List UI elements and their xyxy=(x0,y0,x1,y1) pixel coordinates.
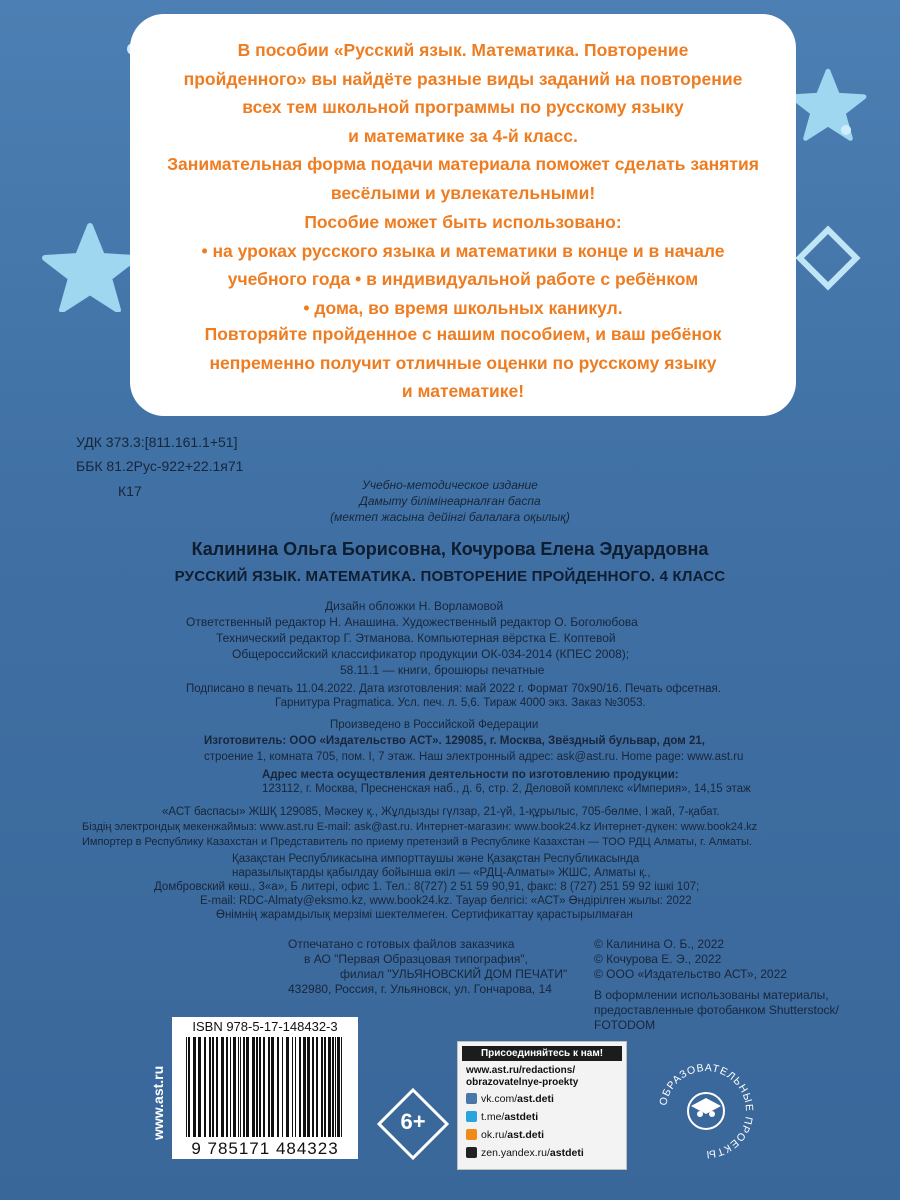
kz-line: Біздің электрондық мекенжаймыз: www.ast.ru E-mail: ask@ast.ru. Интернет-магазин: www.book24.kz Интернет-дүкен: www.book24.kz xyxy=(82,821,758,833)
age-rating-label: 6+ xyxy=(400,1109,426,1134)
manufacturer-line: Изготовитель: ООО «Издательство АСТ». 129085, г. Москва, Звёздный бульвар, дом 21, xyxy=(204,735,705,747)
barcode-bar xyxy=(295,1037,296,1137)
barcode-bar xyxy=(193,1037,196,1137)
social-handle: astdeti xyxy=(504,1111,539,1123)
svg-text:ОБРАЗОВАТЕЛЬНЫЕ ПРОЕКТЫ: ОБРАЗОВАТЕЛЬНЫЕ ПРОЕКТЫ xyxy=(657,1061,756,1161)
udk-code: УДК 373.3:[811.161.1+51] xyxy=(76,434,238,450)
production-address-label: Адрес места осуществления деятельности по изготовлению продукции: xyxy=(262,769,679,781)
barcode-bar xyxy=(277,1037,279,1137)
barcode-bar xyxy=(233,1037,236,1137)
promo-line: Пособие может быть использовано: xyxy=(304,212,622,232)
credit-line: Общероссийский классификатор продукции ОК-034-2014 (КПЕС 2008); xyxy=(232,647,630,661)
book-title: РУССКИЙ ЯЗЫК. МАТЕМАТИКА. ПОВТОРЕНИЕ ПРОЙДЕННОГО. 4 КЛАСС xyxy=(174,568,726,585)
barcode-bar xyxy=(252,1037,255,1137)
credit-line: 58.11.1 — книги, брошюры печатные xyxy=(340,663,545,677)
credit-line: Дизайн обложки Н. Ворламовой xyxy=(325,599,504,613)
barcode-bar xyxy=(188,1037,190,1137)
barcode-bar xyxy=(337,1037,340,1137)
credit-line: Технический редактор Г. Этманова. Компьютерная вёрстка Е. Коптевой xyxy=(216,631,616,645)
social-row-zen[interactable] xyxy=(466,1147,584,1159)
barcode-bar xyxy=(312,1037,314,1137)
barcode-bars xyxy=(186,1037,346,1137)
promo-line: Повторяйте пройденное с нашим пособием, и ваш ребёнок xyxy=(204,324,722,344)
star-decoration-right xyxy=(788,64,868,144)
social-handle: ast.deti xyxy=(517,1093,554,1105)
copyright-line: © Калинина О. Б., 2022 xyxy=(594,937,725,951)
barcode-bar xyxy=(307,1037,310,1137)
barcode-bar xyxy=(212,1037,214,1137)
educational-projects-logo xyxy=(651,1056,761,1166)
promo-paragraph-call xyxy=(130,320,796,406)
credit-line: Ответственный редактор Н. Анашина. Художественный редактор О. Боголюбова xyxy=(186,615,638,629)
social-prefix: zen.yandex.ru/ xyxy=(481,1147,550,1159)
isbn-label: ISBN 978-5-17-148432-3 xyxy=(192,1019,338,1034)
kz-line: «АСТ баспасы» ЖШҚ 129085, Мәскеу қ., Жұлдызды гүлзар, 21-үй, 1-құрылыс, 705-бөлме, I жай, 7-қабат. xyxy=(162,806,720,818)
barcode-bar xyxy=(230,1037,231,1137)
printer-line: в АО "Первая Образцовая типография", xyxy=(304,952,528,966)
barcode-bar xyxy=(341,1037,342,1137)
barcode-bar xyxy=(256,1037,258,1137)
copyright-line: © Кочурова Е. Э., 2022 xyxy=(594,952,722,966)
social-prefix: vk.com/ xyxy=(481,1093,518,1105)
edition-type: Учебно-методическое издание xyxy=(362,478,538,492)
social-row-vk[interactable] xyxy=(466,1093,554,1105)
redactions-url-line: obrazovatelnye-proekty xyxy=(466,1077,579,1088)
barcode-bar xyxy=(292,1037,293,1137)
zen-icon xyxy=(466,1147,477,1158)
barcode-bar xyxy=(263,1037,265,1137)
promo-line: Занимательная форма подачи материала поможет сделать занятия xyxy=(167,154,759,175)
production-address: 123112, г. Москва, Пресненская наб., д. 6, стр. 2, Деловой комплекс «Империя», 14,15 этаж xyxy=(262,783,751,795)
kz-line: наразылықтарды қабылдау бойынша өкіл — «РДЦ-Алматы» ЖШС, Алматы қ., xyxy=(232,867,651,879)
barcode-bar xyxy=(216,1037,218,1137)
manufacturer-line: строение 1, комната 705, пом. I, 7 этаж. Наш электронный адрес: ask@ast.ru. Home page: www.ast.ru xyxy=(204,751,744,763)
promo-line: весёлыми и увлекательными! xyxy=(330,182,596,203)
promo-line: и математике за 4-й класс. xyxy=(348,125,578,146)
social-prefix: ok.ru/ xyxy=(481,1129,508,1141)
authors: Калинина Ольга Борисовна, Кочурова Елена Эдуардовна xyxy=(191,539,709,559)
social-row-telegram[interactable] xyxy=(466,1111,538,1123)
social-prefix: t.me/ xyxy=(481,1111,505,1123)
promo-line: непременно получит отличные оценки по русскому языку xyxy=(209,352,717,373)
author-mark: К17 xyxy=(118,483,142,499)
promo-line: всех тем школьной программы по русскому языку xyxy=(242,97,684,118)
barcode-bar xyxy=(204,1037,206,1137)
barcode-bar xyxy=(332,1037,334,1137)
barcode-bar xyxy=(324,1037,326,1137)
copyright-line: © ООО «Издательство АСТ», 2022 xyxy=(594,967,787,981)
star-decoration-left xyxy=(40,222,140,312)
photo-credit: FOTODOM xyxy=(594,1018,656,1032)
barcode-bar xyxy=(198,1037,201,1137)
site-url-vertical: www.ast.ru xyxy=(150,1065,166,1140)
barcode-bar xyxy=(243,1037,245,1137)
barcode-bar xyxy=(316,1037,318,1137)
kz-line: Импортер в Республику Казахстан и Представитель по приему претензий в Республике Казахстан — ТОО РДЦ Алматы, г. Алматы. xyxy=(82,836,752,848)
barcode-bar xyxy=(286,1037,289,1137)
kz-line: Өнімнің жарамдылық мерзімі шектелмеген. Сертификаттау қарастырылмаған xyxy=(216,909,633,921)
promo-line: пройденного» вы найдёте разные виды заданий на повторение xyxy=(183,68,743,89)
barcode-bar xyxy=(240,1037,241,1137)
telegram-icon xyxy=(466,1111,477,1122)
kz-line: E-mail: RDC-Almaty@eksmo.kz, www.book24.kz. Тауар белгісі: «АСТ» Өндірілген жылы: 2022 xyxy=(200,895,692,907)
barcode-bar xyxy=(246,1037,249,1137)
photo-credit: В оформлении использованы материалы, xyxy=(594,988,829,1002)
social-handle: ast.deti xyxy=(507,1129,545,1141)
promo-line: • на уроках русского языка и математики в конце и в начале xyxy=(201,240,725,261)
print-info: Гарнитура Pragmatica. Усл. печ. л. 5,6. Тираж 4000 экз. Заказ №3053. xyxy=(275,697,646,709)
sparkle-decoration-2 xyxy=(836,120,856,140)
barcode-bar xyxy=(209,1037,211,1137)
photo-credit: предоставленные фотобанком Shutterstock/ xyxy=(594,1003,839,1017)
print-info: Подписано в печать 11.04.2022. Дата изготовления: май 2022 г. Формат 70х90/16. Печать офсетная. xyxy=(186,683,721,695)
edition-type-kz-note: (мектеп жасына дейінгі балалаға оқылық) xyxy=(330,510,570,524)
made-in: Произведено в Российской Федерации xyxy=(330,719,539,731)
printer-line: филиал "УЛЬЯНОВСКИЙ ДОМ ПЕЧАТИ" xyxy=(340,967,568,981)
promo-line: и математике! xyxy=(401,381,525,402)
diamond-decoration xyxy=(790,220,866,296)
printer-line: 432980, Россия, г. Ульяновск, ул. Гончарова, 14 xyxy=(288,982,552,996)
kz-line: Қазақстан Республикасына импорттаушы және Қазақстан Республикасында xyxy=(232,853,640,865)
barcode-bar xyxy=(271,1037,274,1137)
barcode-bar xyxy=(221,1037,224,1137)
promo-line: • дома, во время школьных каникул. xyxy=(303,297,623,318)
barcode-bar xyxy=(321,1037,323,1137)
barcode-bar xyxy=(282,1037,283,1137)
redactions-url-line: www.ast.ru/redactions/ xyxy=(466,1065,576,1076)
social-handle: astdeti xyxy=(549,1147,584,1159)
isbn-digits: 9 785171 484323 xyxy=(191,1139,339,1158)
barcode-bar xyxy=(328,1037,331,1137)
social-links-panel xyxy=(457,1041,627,1170)
barcode-bar xyxy=(259,1037,261,1137)
barcode-bar xyxy=(335,1037,336,1137)
barcode-bar xyxy=(186,1037,187,1137)
edition-type-kz: Дамыту білімінеарналған баспа xyxy=(359,494,541,508)
printer-line: Отпечатано с готовых файлов заказчика xyxy=(288,937,515,951)
isbn-barcode xyxy=(172,1017,358,1159)
promo-paragraph-description xyxy=(130,36,796,208)
promo-box xyxy=(130,14,796,416)
barcode-bar xyxy=(268,1037,270,1137)
promo-paragraph-usage xyxy=(130,208,796,322)
ok-icon xyxy=(466,1129,477,1140)
promo-line: учебного года • в индивидуальной работе с ребёнком xyxy=(227,269,699,290)
social-header: Присоединяйтесь к нам! xyxy=(462,1046,622,1061)
kz-line: Домбровский көш., 3«а», Б литері, офис 1. Тел.: 8(727) 2 51 59 90,91, факс: 8 (727) 251 59 92 ішкі 107; xyxy=(154,881,700,893)
barcode-bar xyxy=(303,1037,306,1137)
social-row-ok[interactable] xyxy=(466,1129,544,1141)
barcode-bar xyxy=(238,1037,239,1137)
vk-icon xyxy=(466,1093,477,1104)
barcode-bar xyxy=(226,1037,228,1137)
promo-line: В пособии «Русский язык. Математика. Повторение xyxy=(237,40,689,60)
bbk-code: ББК 81.2Рус-922+22.1я71 xyxy=(76,458,244,474)
barcode-bar xyxy=(299,1037,301,1137)
redactions-url[interactable] xyxy=(466,1065,578,1089)
